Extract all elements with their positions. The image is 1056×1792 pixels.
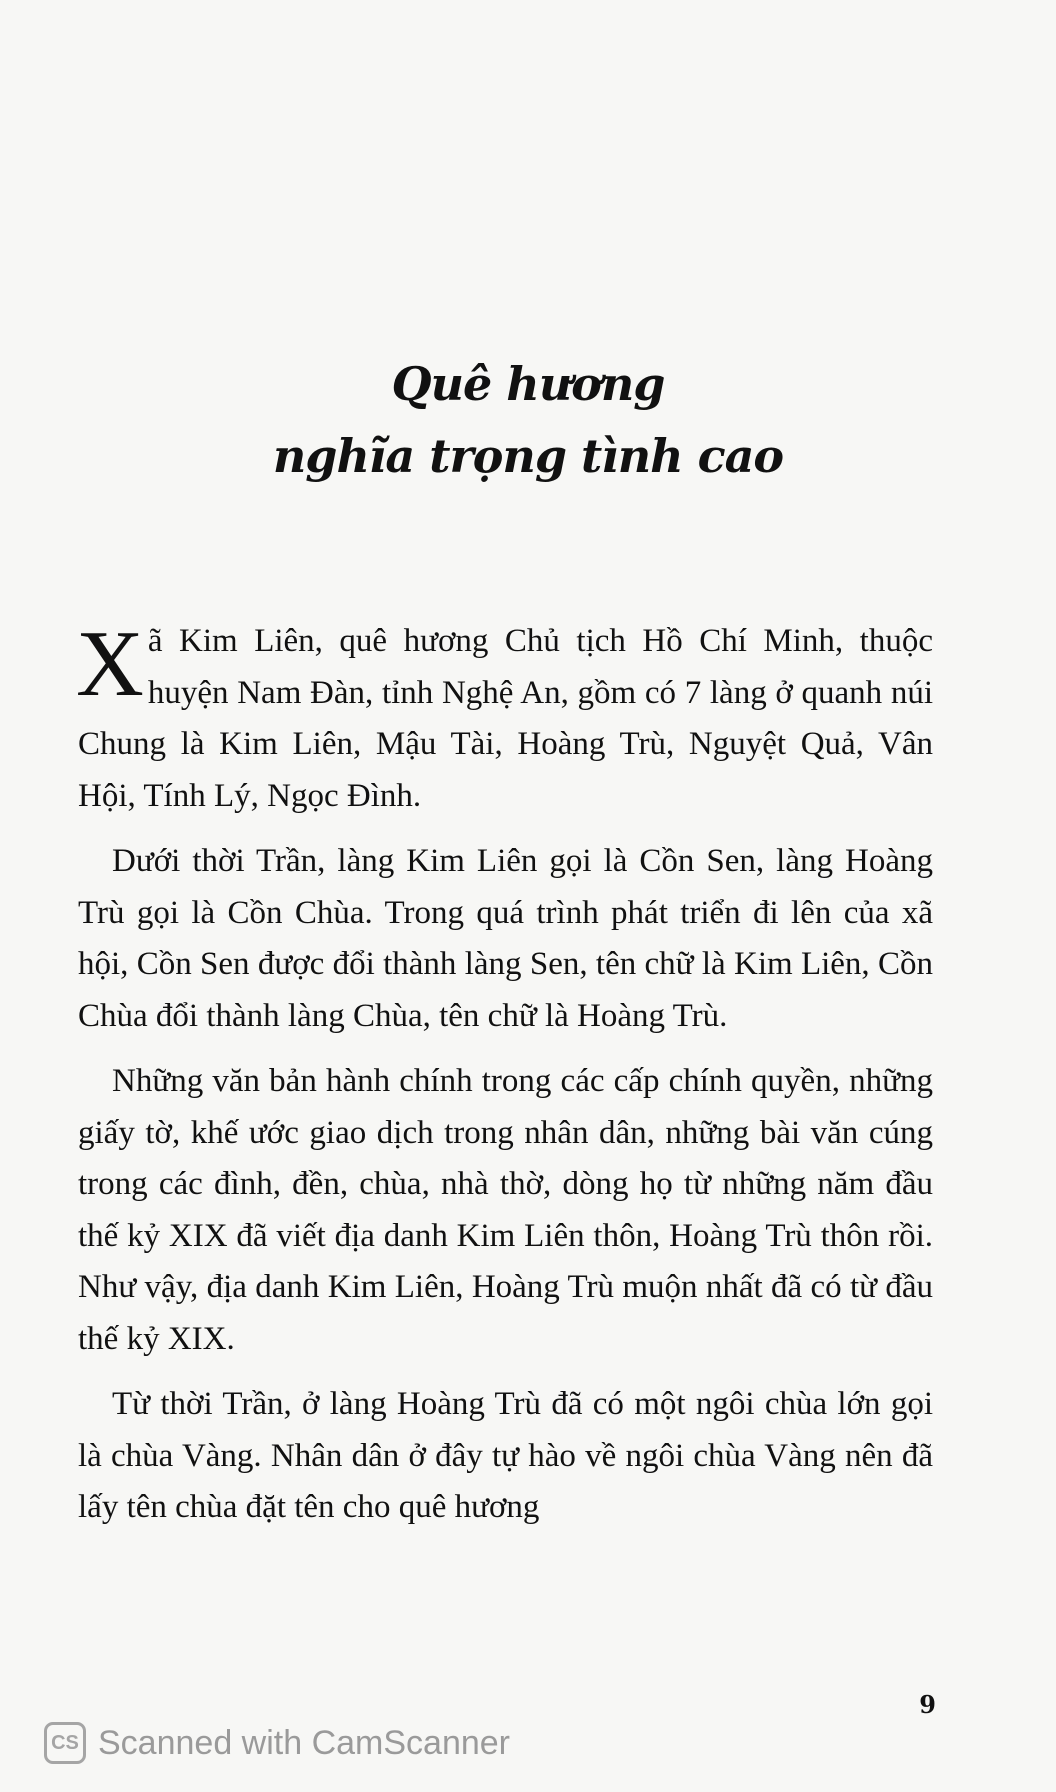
camscanner-logo-icon: CS [44, 1722, 86, 1764]
watermark-text: Scanned with CamScanner [98, 1723, 511, 1762]
chapter-title-line-2: nghĩa trọng tình cao [272, 429, 784, 483]
page-number: 9 [919, 1690, 936, 1719]
body-text [76, 612, 933, 1548]
paragraph-1 [76, 612, 933, 822]
paragraph-1-text: ã Kim Liên, quê hương Chủ tịch Hồ Chí Minh, thuộc huyện Nam Đàn, tỉnh Nghệ An, gồm có 7 làng ở quanh núi Chung là Kim Liên, Mậu Tài, Hoàng Trù, Nguyệt Quả, Vân Hội, Tính Lý, Ngọc Đình. [78, 623, 933, 814]
camscanner-watermark [44, 1722, 510, 1764]
drop-cap: X [76, 612, 144, 716]
chapter-title-line-1: Quê hương [391, 357, 665, 411]
paragraph-4: Từ thời Trần, ở làng Hoàng Trù đã có một ngôi chùa lớn gọi là chùa Vàng. Nhân dân ở đây tự hào về ngôi chùa Vàng nên đã lấy tên chùa đặt tên cho quê hương [78, 1386, 933, 1525]
paragraph-2: Dưới thời Trần, làng Kim Liên gọi là Cồn Sen, làng Hoàng Trù gọi là Cồn Chùa. Trong quá trình phát triển đi lên của xã hội, Cồn Sen được đổi thành làng Sen, tên chữ là Kim Liên, Cồn Chùa đổi thành làng Chùa, tên chữ là Hoàng Trù. [78, 843, 933, 1034]
paragraph-3: Những văn bản hành chính trong các cấp chính quyền, những giấy tờ, khế ước giao dịch trong nhân dân, những bài văn cúng trong các đình, đền, chùa, nhà thờ, dòng họ từ những năm đầu thế kỷ XIX đã viết địa danh Kim Liên thôn, Hoàng Trù thôn rồi. Như vậy, địa danh Kim Liên, Hoàng Trù muộn nhất đã có từ đầu thế kỷ XIX. [78, 1063, 933, 1357]
